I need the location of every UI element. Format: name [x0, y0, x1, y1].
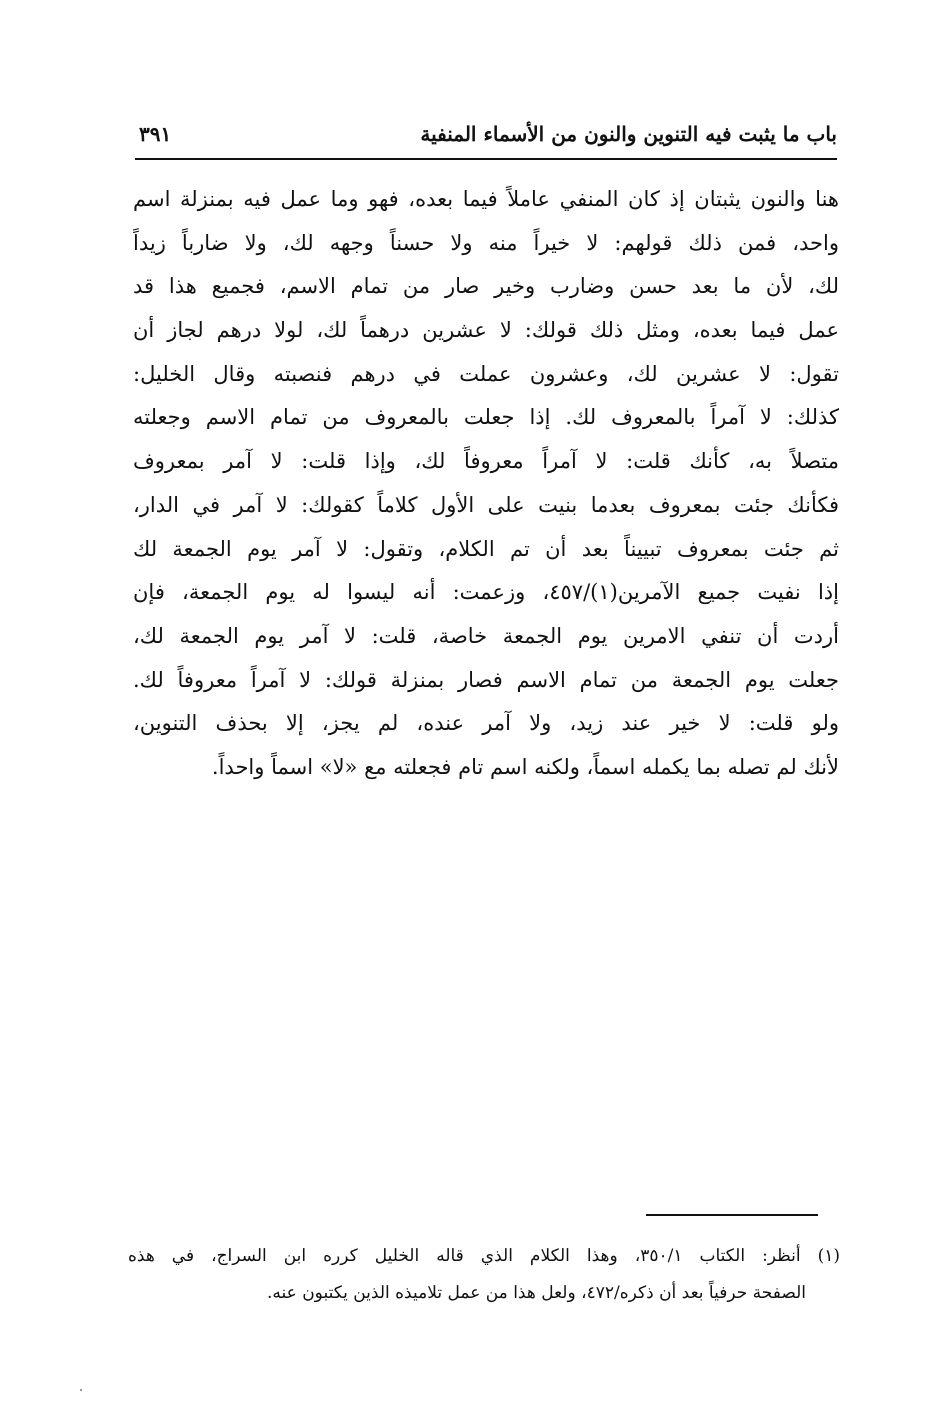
text-line: فكأنك جئت بمعروف بعدما بنيت على الأول كلاماً كقولك: لا آمر في الدار،: [133, 492, 839, 517]
text-line: عمل فيما بعده، ومثل ذلك قولك: لا عشرين درهماً لك، لولا درهم لجاز أن: [133, 318, 839, 343]
text-line: متصلاً به، كأنك قلت: لا آمراً معروفاً لك، وإذا قلت: لا آمر بمعروف: [133, 449, 839, 474]
text-line: كذلك: لا آمراً بالمعروف لك. إذا جعلت بالمعروف من تمام الاسم وجعلته: [133, 405, 839, 430]
page-header: [135, 118, 837, 160]
page-number: ٣٩١: [139, 122, 172, 146]
text-line: جعلت يوم الجمعة من تمام الاسم فصار بمنزلة قولك: لا آمراً معروفاً لك.: [133, 667, 839, 692]
text-line: ثم جئت بمعروف تبييناً بعد أن تم الكلام، وتقول: لا آمر يوم الجمعة لك: [133, 536, 839, 561]
text-line: لأنك لم تصله بما يكمله اسماً، ولكنه اسم تام فجعلته مع «لا» اسماً واحداً.: [211, 754, 839, 779]
text-line: أردت أن تنفي الامرين يوم الجمعة خاصة، قلت: لا آمر يوم الجمعة لك،: [133, 623, 839, 648]
text-line: ولو قلت: لا خير عند زيد، ولا آمر عنده، لم يجز، إلا بحذف التنوين،: [133, 711, 839, 736]
footnote-line: (١) أنظر: الكتاب ٣٥٠/١، وهذا الكلام الذي قاله الخليل كرره ابن السراج، في هذه: [128, 1246, 840, 1266]
text-line: لك، لأن ما بعد حسن وضارب وخير صار من تمام الاسم، فجميع هذا قد: [133, 274, 839, 299]
running-title: باب ما يثبت فيه التنوين والنون من الأسماء المنفية: [420, 122, 837, 146]
text-line: تقول: لا عشرين لك، وعشرون عملت في درهم فنصبته وقال الخليل:: [133, 361, 839, 386]
text-line: واحد، فمن ذلك قولهم: لا خيراً منه ولا حسناً وجهه لك، ولا ضارباً زيداً: [133, 230, 839, 255]
scan-speck: [80, 1389, 82, 1391]
text-line: هنا والنون يثبتان إذ كان المنفي عاملاً فيما بعده، فهو وما عمل فيه بمنزلة اسم: [133, 187, 839, 211]
footnote-line: الصفحة حرفياً بعد أن ذكره/٤٧٢، ولعل هذا من عمل تلاميذه الذين يكتبون عنه.: [267, 1283, 806, 1303]
footnotes: [128, 1238, 840, 1312]
main-text: [133, 178, 839, 790]
text-line: إذا نفيت جميع الآمرين(١)/٤٥٧، وزعمت: أنه ليسوا له يوم الجمعة، فإن: [133, 580, 839, 605]
footnote-separator: [646, 1214, 818, 1216]
